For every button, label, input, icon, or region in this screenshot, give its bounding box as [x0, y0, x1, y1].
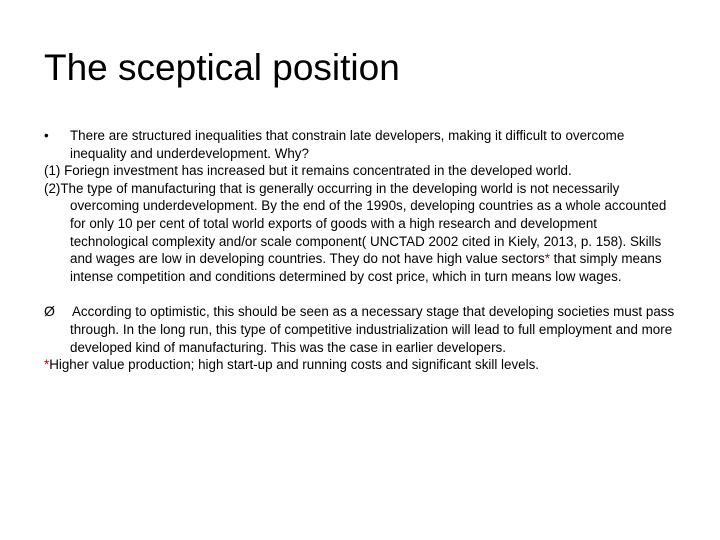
- slide-title: The sceptical position: [44, 47, 400, 88]
- point-2-text-end: that simply means intense competition and conditions determined by cost price, which in turn means low wages.: [70, 251, 662, 284]
- arrow-text: According to optimistic, this should be seen as a necessary stage that developing societies must pass through. In the long run, this type of competitive industrialization will lead to full employment and more developed kind of manufacturing. This was the case in earlier developers.: [70, 304, 675, 355]
- arrow-bullet-icon: Ø: [44, 303, 55, 320]
- footnote-marker: *: [544, 251, 550, 267]
- point-1: (1) Foriegn investment has increased but it remains concentrated in the developed world.: [44, 163, 572, 179]
- point-2: [44, 180, 678, 286]
- footnote-star: *: [44, 357, 50, 373]
- bullet-item: [44, 127, 678, 162]
- bullet-text: There are structured inequalities that constrain late developers, making it difficult to overcome inequality and underdevelopment. Why?: [70, 128, 625, 161]
- footnote: [44, 356, 678, 374]
- bullet-icon: •: [44, 128, 49, 143]
- spacer: [44, 285, 678, 303]
- arrow-item: [44, 303, 678, 356]
- footnote-text: Higher value production; high start-up and running costs and significant skill levels.: [49, 357, 539, 373]
- slide-body: [44, 127, 678, 374]
- point-2-text: (2)The type of manufacturing that is generally occurring in the developing world is not necessarily overcoming underdevelopment. By the end of the 1990s, developing countries as a whole accounted for only 10 per cent of total world exports of goods with a high research and development technological complexity and/or scale component( UNCTAD 2002 cited in Kiely, 2013, p. 158). Skills and wages are low in developing countries. They do not have high value sectors: [44, 180, 667, 267]
